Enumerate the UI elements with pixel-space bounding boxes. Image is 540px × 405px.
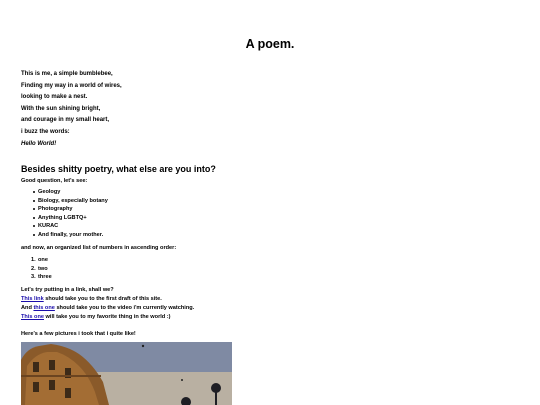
numbers-intro: and now, an organized list of numbers in ascending order: bbox=[21, 245, 177, 251]
poem-line: This is me, a simple bumblebee, bbox=[21, 71, 113, 77]
links-intro: Let's try putting in a link, shall we? bbox=[21, 287, 114, 293]
poem-line-hello: Hello World! bbox=[21, 140, 57, 147]
link-line-2-text: should take you to the video i'm currently watching. bbox=[54, 305, 195, 311]
list-item bbox=[21, 265, 501, 274]
list-number: 2. bbox=[31, 265, 36, 272]
interests-intro: Good question, let's see: bbox=[21, 178, 88, 184]
list-item bbox=[21, 273, 501, 282]
list-label: three bbox=[38, 274, 52, 281]
list-label: two bbox=[38, 265, 48, 272]
pictures-intro: Here's a few pictures i took that i quite like! bbox=[21, 331, 136, 337]
poem-line: i buzz the words: bbox=[21, 128, 70, 135]
poem-line: With the sun shining bright, bbox=[21, 105, 101, 112]
list-item: Geology bbox=[21, 188, 501, 197]
favorite-thing-link[interactable]: This one bbox=[21, 314, 44, 320]
list-item bbox=[21, 256, 501, 265]
poem-line: and courage in my small heart, bbox=[21, 117, 110, 124]
poem-line: Finding my way in a world of wires, bbox=[21, 82, 122, 89]
list-item: Biology, especially botany bbox=[21, 197, 501, 206]
list-label: one bbox=[38, 257, 48, 263]
list-item: And finally, your mother. bbox=[21, 231, 501, 240]
link-line-3-text: will take you to my favorite thing in the world :) bbox=[44, 314, 171, 320]
numbers-list bbox=[21, 256, 501, 282]
link-line-3 bbox=[21, 313, 501, 321]
link-line-1 bbox=[21, 295, 501, 303]
link-line-2-prefix: And bbox=[21, 305, 34, 311]
list-number: 1. bbox=[31, 257, 36, 263]
list-item: Photography bbox=[21, 205, 501, 214]
interests-heading: Besides shitty poetry, what else are you into? bbox=[21, 164, 216, 174]
building-photo-illustration bbox=[21, 342, 232, 405]
interests-list bbox=[21, 188, 501, 240]
list-item: KURAC bbox=[21, 222, 501, 231]
photo-building bbox=[21, 342, 232, 405]
list-number: 3. bbox=[31, 274, 36, 281]
link-line-2 bbox=[21, 304, 501, 312]
first-draft-link[interactable]: This link bbox=[21, 296, 44, 302]
poem bbox=[21, 70, 521, 151]
page-title: A poem. bbox=[245, 37, 295, 51]
video-link[interactable]: this one bbox=[33, 305, 55, 311]
poem-line: looking to make a nest. bbox=[21, 94, 88, 101]
link-line-1-text: should take you to the first draft of this site. bbox=[43, 296, 162, 302]
list-item: Anything LGBTQ+ bbox=[21, 214, 501, 223]
